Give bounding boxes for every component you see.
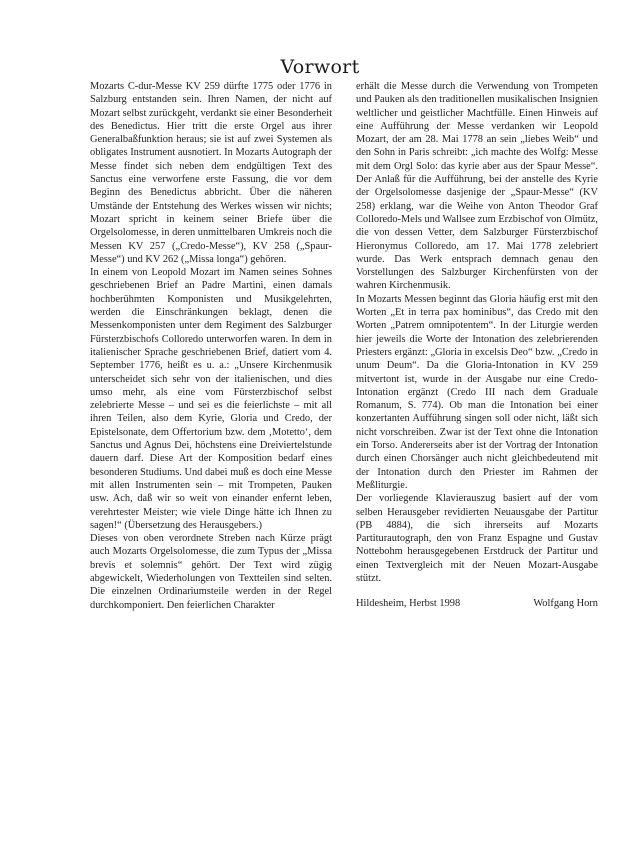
page-title: Vorwort bbox=[280, 56, 360, 78]
signature-line bbox=[356, 597, 598, 610]
paragraph: In einem von Leopold Mozart im Namen seines Sohnes geschriebenen Brief an Padre Martini, einen damals hochberühmten Komponisten und Musikgelehrten, werden die Einschränkungen beklagt, denen die Messenkomponisten unter dem Regiment des Salzburger Fürsterzbischofs Colloredo unterworfen waren. In dem in italienischer Sprache geschriebenen Brief, datiert vom 4. September 1776, heißt es u. a.: „Unsere Kirchenmusik unterscheidet sich sehr von der italienischen, und dies umso mehr, als eine vom Fürsterzbischof selbst zelebrierte Messe – und sei es die feierlichste – mit all ihren Teilen, also dem Kyrie, Gloria und Credo, der Epistelsonate, dem Offertorium bzw. dem ‚Motetto‘, dem Sanctus und Agnus Dei, höchstens eine Dreiviertelstunde dauern darf. Diese Art der Komposition bedarf eines besonderen Studiums. Und dabei muß es doch eine Messe mit allen Instrumenten sein – mit Trompeten, Pauken usw. Ach, daß wir so weit von einander enfernt leben, verehrtester Meister; wie viele Dinge hätte ich Ihnen zu sagen!“ (Übersetzung des Herausgebers.) bbox=[90, 267, 332, 531]
author-name: Wolfgang Horn bbox=[533, 598, 598, 610]
right-column bbox=[356, 80, 598, 611]
paragraph: Dieses von oben verordnete Streben nach Kürze prägt auch Mozarts Orgelsolomesse, die zum Typus der „Missa brevis et solemnis“ gehört. Der Text wird zügig abgewickelt, Wiederholungen von Textteilen sind selten. Die einzelnen Ordinariumsteile werden in der Regel durchkomponiert. Den feierlichen Charakter bbox=[90, 533, 332, 611]
paragraph: Der vorliegende Klavierauszug basiert auf der vom selben Herausgeber revidierten Neuausgabe der Partitur (PB 4884), die sich ihrerseits auf Mozarts Partiturautograph, den von Franz Espagne und Gustav Nottebohm herausgegebenen Erstdruck der Partitur und einen Textvergleich mit der Neuen Mozart-Ausgabe stützt. bbox=[356, 493, 598, 584]
place-date: Hildesheim, Herbst 1998 bbox=[356, 598, 461, 610]
paragraph: In Mozarts Messen beginnt das Gloria häufig erst mit den Worten „Et in terra pax hominibus“, das Credo mit den Worten „Patrem omnipotentem“. In der Liturgie werden hier jeweils die Worte der Intonation des zelebrierenden Priesters ergänzt: „Gloria in excelsis Deo“ bzw. „Credo in unum Deum“. Da die Gloria-Intonation in KV 259 mitvertont ist, wurde in der Ausgabe nur eine Credo-Intonation ergänzt (Credo III nach dem Graduale Romanum, S. 774). Ob man die Intonation bei einer konzertanten Aufführung singen soll oder nicht, läßt sich nicht vorschreiben. Zwar ist der Text ohne die Intonation ein Torso. Andererseits aber ist der Vortrag der Intonation durch einen Chorsänger auch nicht gleichbedeutend mit der Intonation durch den Priester im Rahmen der Meßliturgie. bbox=[356, 293, 598, 491]
paragraph: erhält die Messe durch die Verwendung von Trompeten und Pauken als den traditionellen musikalischen Insignien weltlicher und geistlicher Machtfülle. Einen Hinweis auf eine Aufführung der Messe verdanken wir Leopold Mozart, der am 28. Mai 1778 an sein „liebes Weib“ und den Sohn in Paris schreibt: „ich machte des Wolfg: Messe mit dem Orgl Solo: das kyrie aber aus der Spaur Messe“. Der Anlaß für die Aufführung, bei der anstelle des Kyrie der Orgelsolomesse dasjenige der „Spaur-Messe“ (KV 258) erklang, war die Weihe von Anton Theodor Graf Colloredo-Mels und Wallsee zum Erzbischof von Olmütz, die von dessen Vetter, dem Salzburger Fürsterzbischof Hieronymus Colloredo, am 17. Mai 1778 zelebriert wurde. Das Werk entsprach demnach genau den Vorstellungen des Salzburger Kirchenfürsten von der wahren Kirchenmusik. bbox=[356, 81, 598, 292]
paragraph: Mozarts C-dur-Messe KV 259 dürfte 1775 oder 1776 in Salzburg entstanden sein. Ihren Namen, der nicht auf Mozart selbst zurückgeht, verdankt sie einer Besonderheit des Benedictus. Hier tritt die erste Orgel aus ihrer Generalbaßfunktion heraus; sie ist auf zwei Systemen als obligates Instrument ausnotiert. In Mozarts Autograph der Messe findet sich neben dem endgültigen Text des Sanctus eine verworfene erste Fassung, die vor dem Beginn des Benedictus abbricht. Über die näheren Umstände der Entstehung des Werkes wissen wir nichts; Mozart spricht in keinem seiner Briefe über die Orgelsolomesse, in deren unmittelbaren Umkreis noch die Messen KV 257 („Credo-Messe“), KV 258 („Spaur-Messe“) und KV 262 („Missa longa“) gehören. bbox=[90, 81, 332, 265]
left-column bbox=[90, 80, 332, 612]
